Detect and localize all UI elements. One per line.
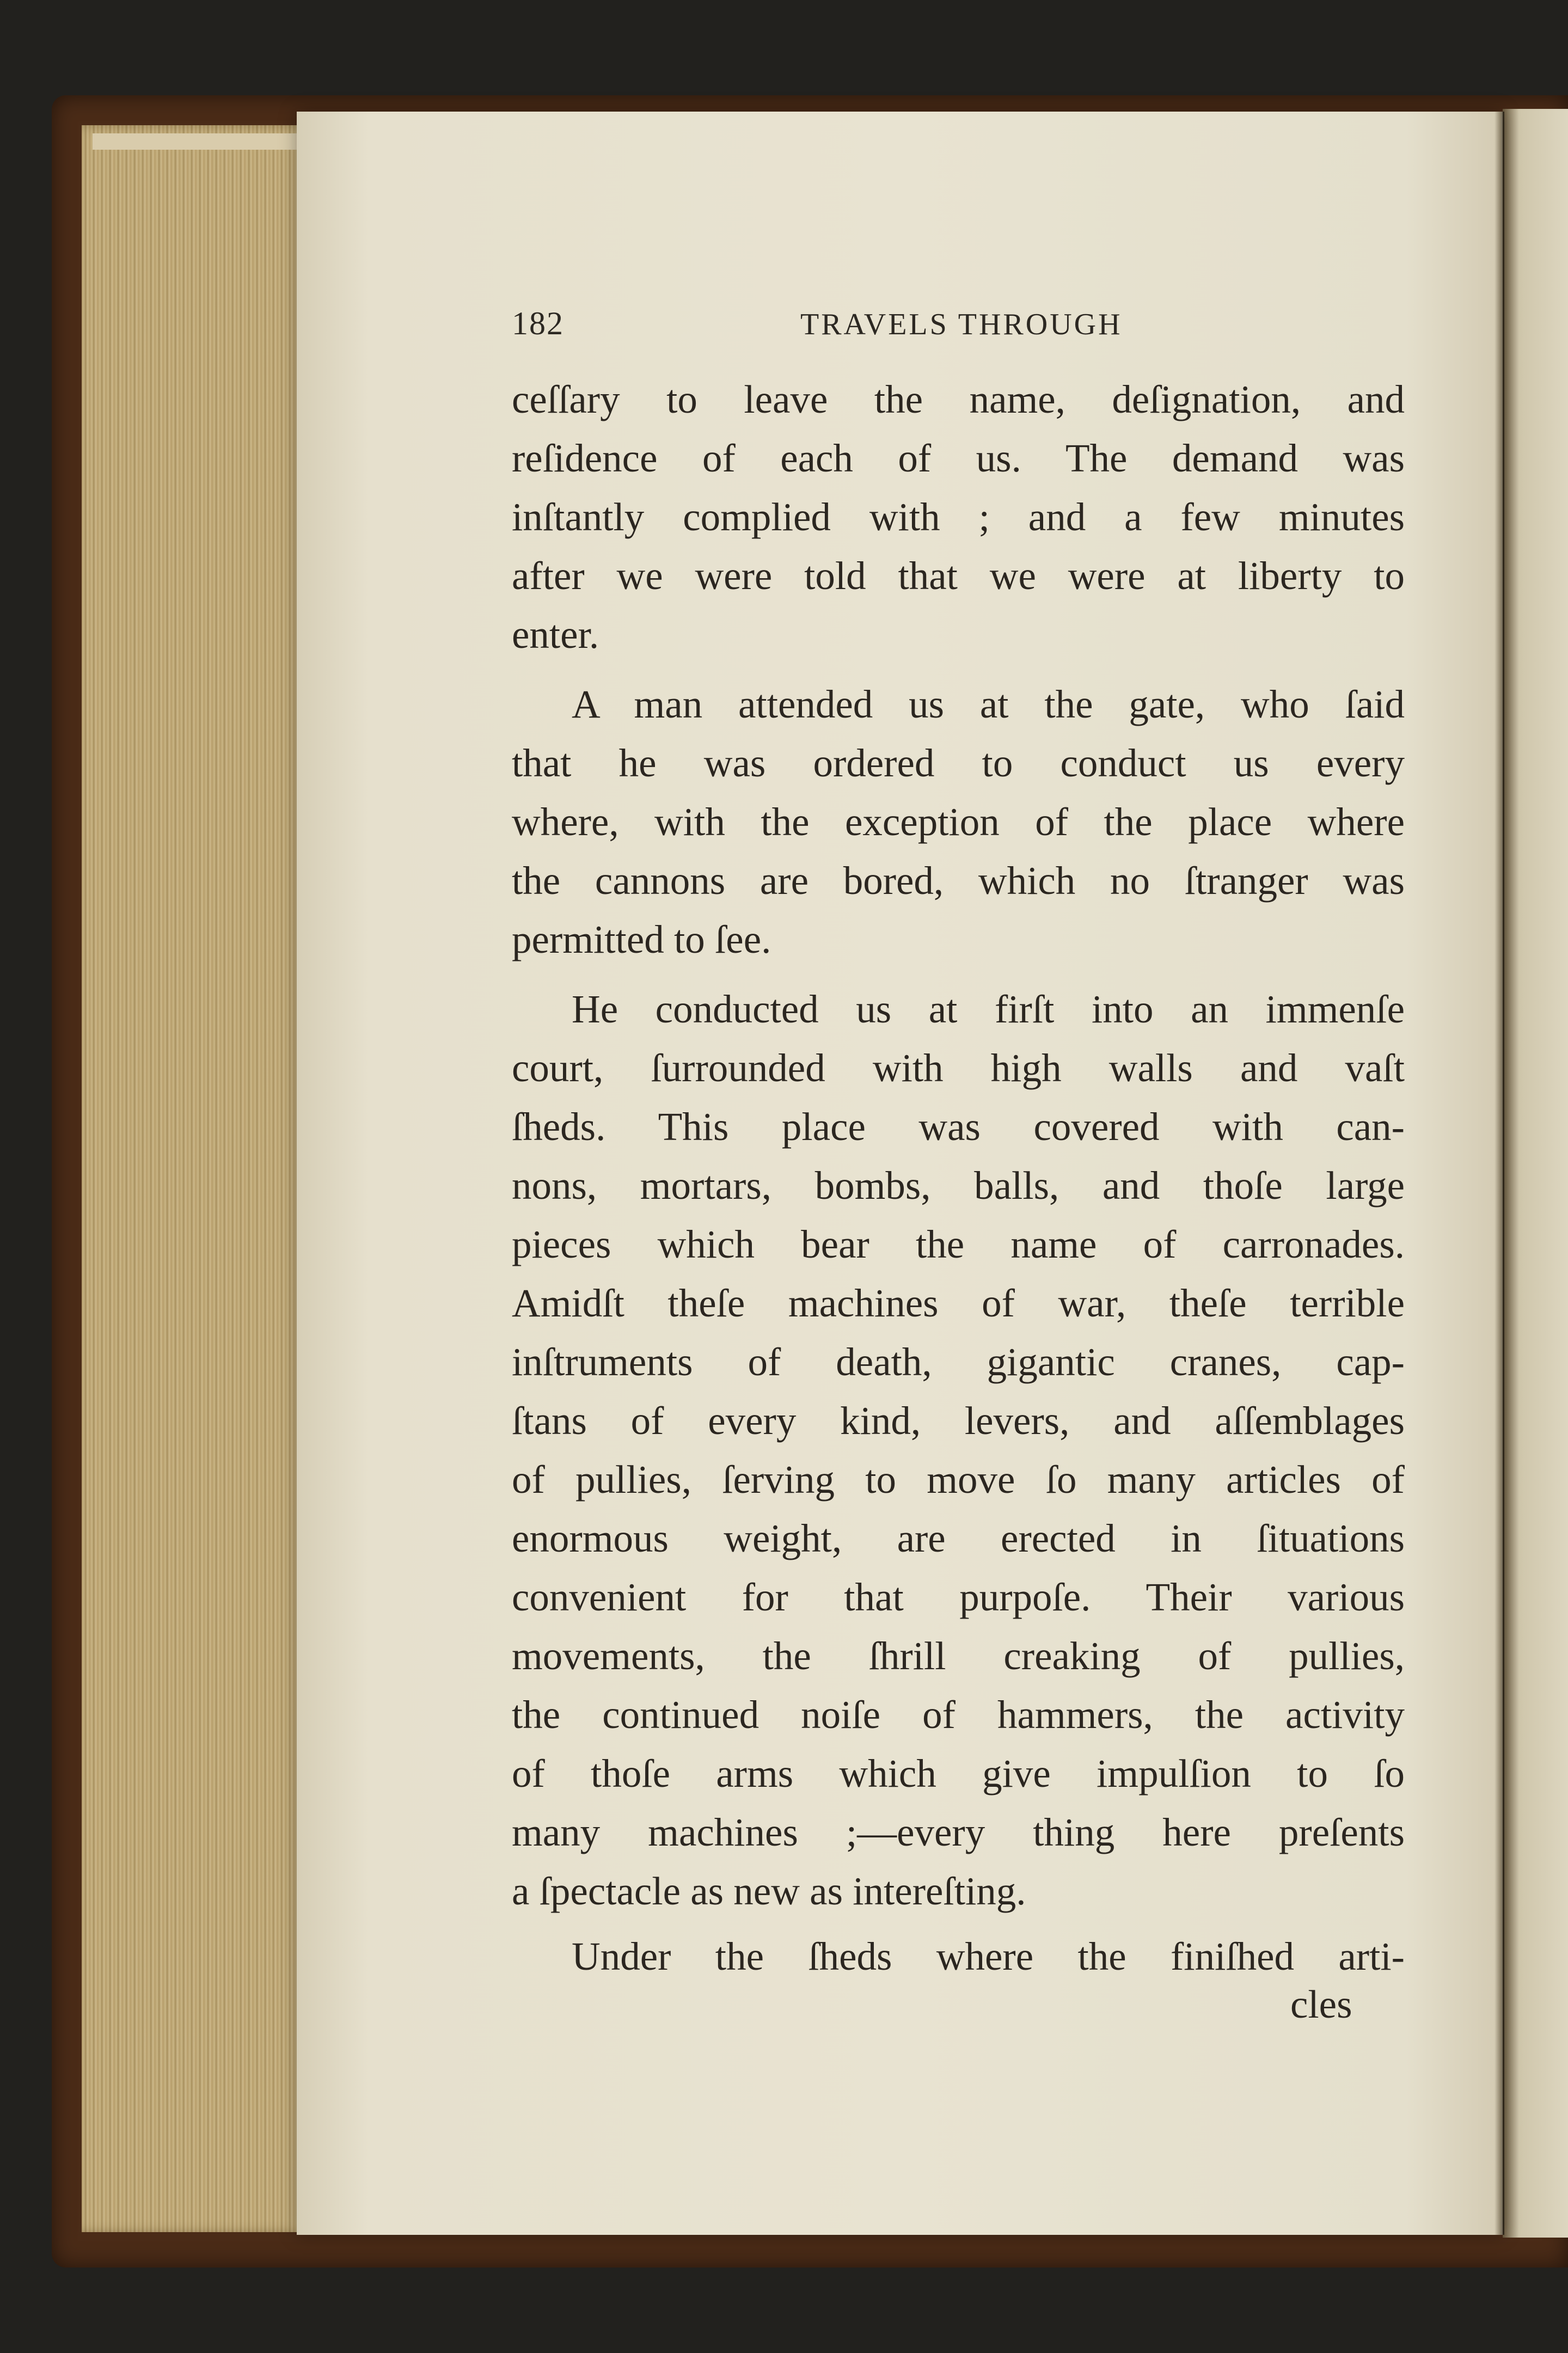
text-line: court, ſurrounded with high walls and vaſt <box>512 1046 1405 1090</box>
page-edges-top <box>93 133 316 150</box>
text-line: nons, mortars, bombs, balls, and thoſe large <box>512 1163 1405 1208</box>
text-line: reſidence of each of us. The demand was <box>512 436 1405 480</box>
text-line: enter. <box>512 612 599 657</box>
text-line: after we were told that we were at liberty to <box>512 554 1405 598</box>
text-line: inſtruments of death, gigantic cranes, cap- <box>512 1340 1405 1384</box>
page-edges <box>82 125 310 2232</box>
catchword: cles <box>1290 1982 1352 2026</box>
text-line: inſtantly complied with ; and a few minutes <box>512 495 1405 539</box>
text-line: enormous weight, are erected in ſituations <box>512 1516 1405 1560</box>
next-page-edge <box>1503 109 1568 2238</box>
text-line: where, with the exception of the place where <box>512 800 1405 844</box>
text-line: A man attended us at the gate, who ſaid <box>572 682 1405 726</box>
text-line: He conducted us at firſt into an immenſe <box>572 987 1405 1031</box>
text-line: ſtans of every kind, levers, and aſſemblages <box>512 1399 1405 1443</box>
text-line: convenient for that purpoſe. Their various <box>512 1575 1405 1619</box>
body-text <box>512 370 1405 2003</box>
text-line: movements, the ſhrill creaking of pullies, <box>512 1634 1405 1678</box>
text-line: Under the ſheds where the finiſhed arti- <box>572 1934 1405 1978</box>
text-line: that he was ordered to conduct us every <box>512 741 1405 785</box>
running-title: TRAVELS THROUGH <box>800 308 1123 341</box>
text-line: ceſſary to leave the name, deſignation, and <box>512 377 1405 421</box>
text-line: a ſpectacle as new as intereſting. <box>512 1869 1026 1913</box>
text-line: of thoſe arms which give impulſion to ſo <box>512 1751 1405 1796</box>
text-line: many machines ;—every thing here preſents <box>512 1810 1405 1854</box>
text-line: permitted to ſee. <box>512 917 771 961</box>
gutter-shadow <box>1494 112 1504 2235</box>
text-line: the continued noiſe of hammers, the activity <box>512 1693 1405 1737</box>
text-line: Amidſt theſe machines of war, theſe terrible <box>512 1281 1405 1325</box>
page-number: 182 <box>512 305 564 341</box>
running-head <box>512 305 1328 354</box>
text-line: the cannons are bored, which no ſtranger was <box>512 859 1405 903</box>
text-line: ſheds. This place was covered with can- <box>512 1105 1405 1149</box>
text-line: pieces which bear the name of carronades. <box>512 1222 1405 1266</box>
text-line: of pullies, ſerving to move ſo many articles of <box>512 1457 1405 1502</box>
